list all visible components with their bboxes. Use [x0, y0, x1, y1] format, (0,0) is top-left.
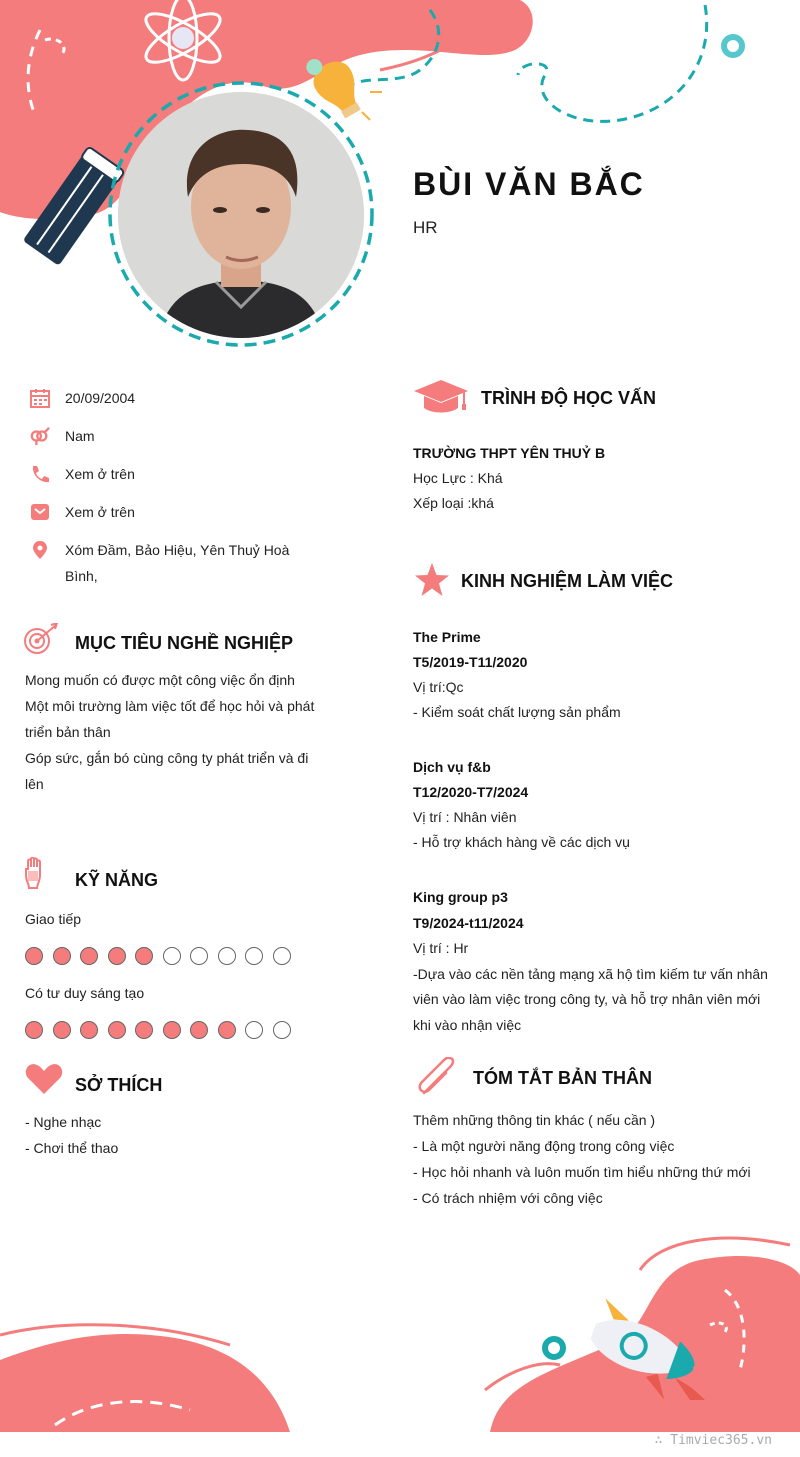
heart-icon [25, 1063, 63, 1095]
gender-icon [30, 426, 50, 446]
school-name: TRƯỜNG THPT YÊN THUỶ B [413, 445, 606, 461]
hobbies-list [25, 1109, 325, 1161]
education-line: Xếp loại :khá [413, 495, 494, 511]
contact-gender [30, 426, 300, 449]
job-line: - Hỗ trợ khách hàng về các dịch vụ [413, 834, 630, 850]
calendar-icon [30, 388, 50, 408]
rating-dot [218, 1021, 236, 1039]
contact-email [30, 502, 300, 525]
job-line: -Dựa vào các nền tảng mạng xã hộ tìm kiếm tư vấn nhân [413, 965, 768, 982]
rating-dot [80, 947, 98, 965]
summary-heading: TÓM TẮT BẢN THÂN [473, 1068, 652, 1088]
rating-dot [53, 947, 71, 965]
watermark: ∴ Timviec365.vn [654, 1433, 772, 1448]
rating-dot [273, 947, 291, 965]
job-line: viên vào làm việc trong công ty, và hỗ trợ nhân viên mới [413, 991, 761, 1007]
portrait-photo [118, 92, 364, 338]
summary-line: - Là một người năng động trong công việc [413, 1138, 675, 1154]
education-heading: TRÌNH ĐỘ HỌC VẤN [481, 388, 656, 408]
skill-label: Giao tiếp [25, 911, 82, 927]
phone-icon [30, 464, 50, 484]
job-line: Vị trí : Hr [413, 940, 469, 956]
address-line-1: Xóm Đầm, Bảo Hiệu, Yên Thuỷ Hoà [65, 542, 290, 558]
skill-label: Có tư duy sáng tạo [25, 985, 145, 1001]
candidate-title: HR [413, 218, 438, 237]
address-line-2: Bình, [65, 568, 98, 584]
rating-dot [25, 1021, 43, 1039]
rating-dot [108, 947, 126, 965]
hand-icon [24, 857, 48, 891]
objective-text [25, 667, 335, 797]
hobbies-heading: SỞ THÍCH [75, 1075, 163, 1095]
summary-text [413, 1107, 783, 1211]
experience-entry [413, 625, 773, 725]
company-name: King group p3 [413, 889, 508, 905]
rating-dot [163, 1021, 181, 1039]
objective-line: lên [25, 776, 44, 792]
rating-dot [53, 1021, 71, 1039]
objective-heading: MỤC TIÊU NGHỀ NGHIỆP [75, 633, 294, 653]
job-period: T12/2020-T7/2024 [413, 784, 529, 800]
avatar [118, 92, 364, 338]
company-name: The Prime [413, 629, 481, 645]
contact-address [30, 540, 300, 589]
experience-entry [413, 885, 788, 1038]
company-name: Dịch vụ f&b [413, 759, 491, 775]
summary-line: - Học hỏi nhanh và luôn muốn tìm hiểu những thứ mới [413, 1164, 751, 1180]
summary-line: Thêm những thông tin khác ( nếu cần ) [413, 1112, 656, 1128]
rating-dot [135, 947, 153, 965]
location-pin-icon [30, 540, 50, 560]
skills-heading: KỸ NĂNG [75, 870, 159, 890]
graduation-cap-icon [414, 380, 468, 414]
objective-line: triển bản thân [25, 724, 111, 740]
rating-dot [190, 947, 208, 965]
skill-rating [25, 1021, 300, 1039]
experience-heading: KINH NGHIỆM LÀM VIỆC [461, 571, 674, 591]
education-line: Học Lực : Khá [413, 470, 503, 486]
job-line: Vị trí:Qc [413, 679, 464, 695]
rating-dot [190, 1021, 208, 1039]
candidate-name: BÙI VĂN BẮC [413, 166, 645, 202]
rating-dot [108, 1021, 126, 1039]
experience-entry [413, 755, 773, 855]
rating-dot [163, 947, 181, 965]
star-icon [414, 563, 450, 597]
gender-value: Nam [65, 428, 95, 444]
rating-dot [135, 1021, 153, 1039]
email-value: Xem ở trên [65, 504, 135, 520]
skill-rating [25, 947, 300, 965]
email-icon [30, 502, 50, 522]
rating-dot [245, 1021, 263, 1039]
objective-line: Góp sức, gắn bó cùng công ty phát triển và đi [25, 750, 309, 766]
rating-dot [273, 1021, 291, 1039]
education-entry [413, 441, 773, 516]
contact-phone [30, 464, 300, 487]
birthday-value: 20/09/2004 [65, 390, 136, 406]
hobby-item: - Chơi thể thao [25, 1140, 119, 1156]
target-icon [24, 623, 60, 657]
hobby-item: - Nghe nhạc [25, 1114, 102, 1130]
job-period: T5/2019-T11/2020 [413, 654, 528, 670]
rating-dot [80, 1021, 98, 1039]
rating-dot [218, 947, 236, 965]
rating-dot [245, 947, 263, 965]
job-line: - Kiểm soát chất lượng sản phẩm [413, 704, 621, 720]
objective-line: Một môi trường làm việc tốt để học hỏi và phát [25, 698, 315, 714]
footer-decoration [0, 1220, 800, 1432]
summary-line: - Có trách nhiệm với công việc [413, 1190, 603, 1206]
job-line: Vị trí : Nhân viên [413, 809, 517, 825]
header-decoration [0, 0, 800, 360]
rating-dot [25, 947, 43, 965]
paperclip-icon [416, 1057, 458, 1097]
objective-line: Mong muốn có được một công việc ổn định [25, 672, 295, 688]
job-period: T9/2024-t11/2024 [413, 914, 524, 931]
job-line: khi vào nhận việc [413, 1016, 522, 1033]
phone-value: Xem ở trên [65, 466, 135, 482]
contact-birthday [30, 388, 300, 411]
